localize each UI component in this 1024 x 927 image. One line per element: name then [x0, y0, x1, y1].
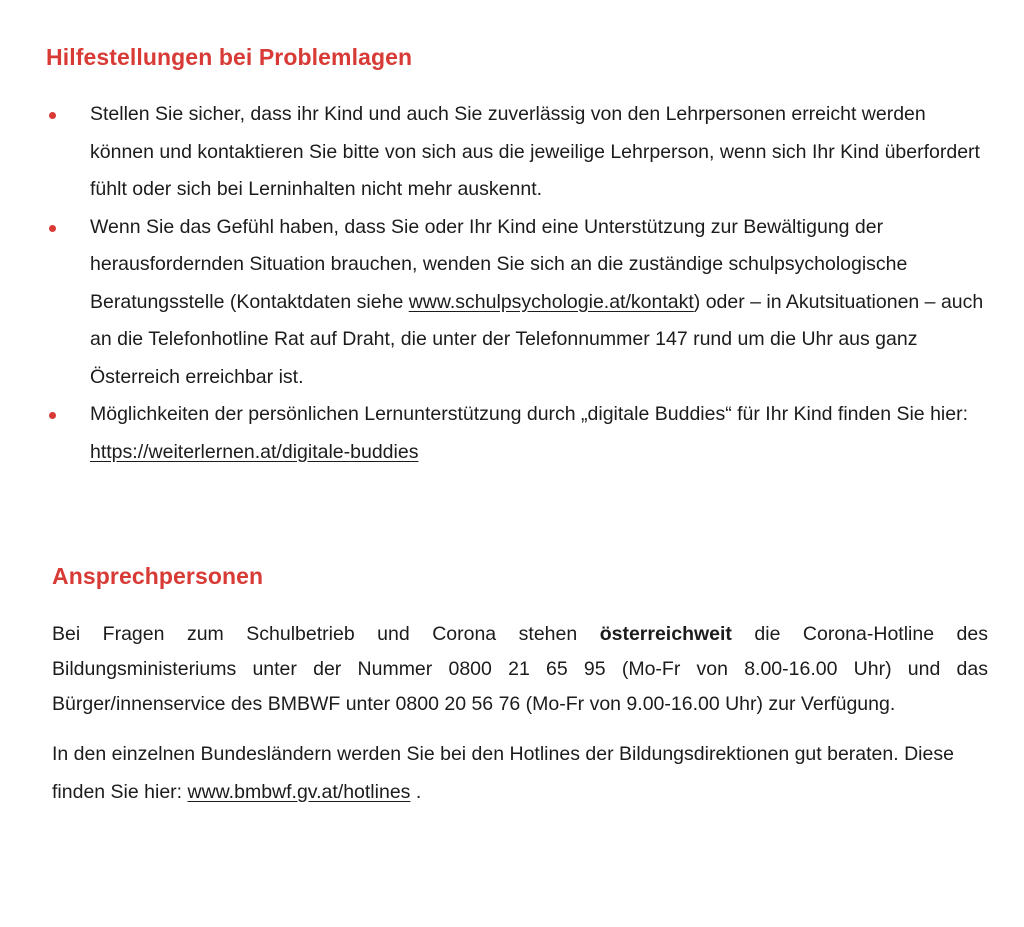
- list-item-text: Wenn Sie das Gefühl haben, dass Sie oder Ihr Kind eine Unterstützung zur Bewältigung der herausfordernden Situation brauchen, wenden Sie sich an die zuständige schulpsychologische Beratungsstelle (Kontaktdaten siehe: [90, 215, 908, 313]
- list-item: [46, 96, 986, 209]
- schulpsychologie-link[interactable]: www.schulpsychologie.at/kontakt: [408, 290, 694, 313]
- section-title-hilfestellungen: Hilfestellungen bei Problemlagen: [46, 44, 413, 70]
- emphasis-text: österreichweit: [599, 623, 732, 645]
- hotline-paragraph: [52, 617, 988, 722]
- bullet-icon: [49, 112, 56, 119]
- bullet-icon: [49, 412, 56, 419]
- bullet-icon: [49, 225, 56, 232]
- paragraph-text: die Corona-Hotline des Bildungsministeriums unter der Nummer 0800 21 65 95 (Mo-Fr von 8.00-16.00 Uhr) und das Bürger/innenservice des BMBWF unter 0800 20 56 76 (Mo-Fr von 9.00-16.00 Uhr) zur Verfügung.: [52, 623, 988, 715]
- list-item: [46, 209, 986, 397]
- list-item-text: ) oder – in Akutsituationen – auch an die Telefonhotline Rat auf Draht, die unter der Telefonnummer 147 rund um die Uhr aus ganz Österreich erreichbar ist.: [90, 290, 984, 388]
- paragraph-text: .: [410, 781, 422, 803]
- paragraph-text: In den einzelnen Bundesländern werden Sie bei den Hotlines der Bildungsdirektionen gut beraten. Diese finden Sie hier:: [52, 743, 954, 803]
- help-list: [46, 96, 986, 471]
- bundeslaender-paragraph: [52, 735, 988, 811]
- paragraph-text: Bei Fragen zum Schulbetrieb und Corona stehen: [52, 623, 600, 645]
- list-item-text: Möglichkeiten der persönlichen Lernunterstützung durch „digitale Buddies“ für Ihr Kind finden Sie hier:: [90, 403, 969, 425]
- digitale-buddies-link[interactable]: https://weiterlernen.at/digitale-buddies: [90, 440, 419, 463]
- section-title-ansprechpersonen: Ansprechpersonen: [52, 563, 264, 589]
- hotlines-link[interactable]: www.bmbwf.gv.at/hotlines: [187, 781, 411, 803]
- list-item: [46, 396, 986, 471]
- list-item-text: Stellen Sie sicher, dass ihr Kind und auch Sie zuverlässig von den Lehrpersonen erreicht werden können und kontaktieren Sie bitte von sich aus die jeweilige Lehrperson, wenn sich Ihr Kind überfordert fühlt oder sich bei Lerninhalten nicht mehr auskennt.: [90, 103, 980, 200]
